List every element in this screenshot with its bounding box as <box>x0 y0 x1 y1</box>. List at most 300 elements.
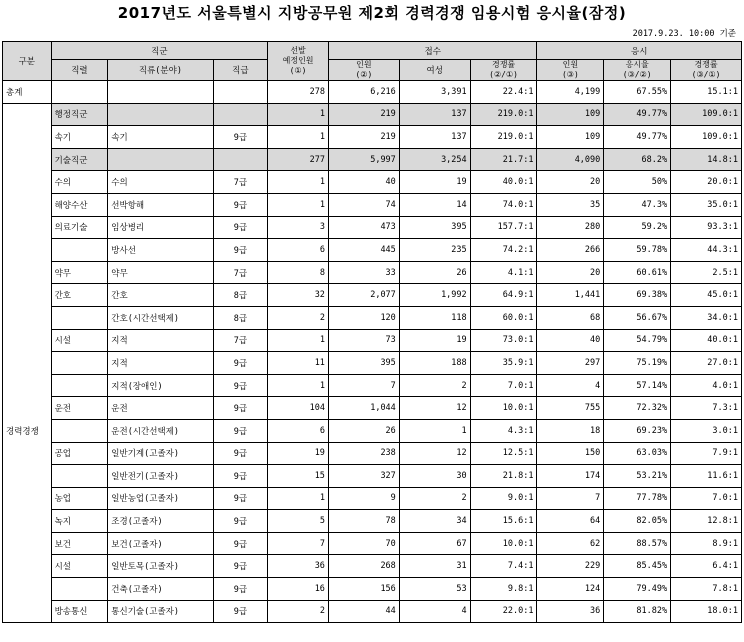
subtotal-row <box>3 103 742 126</box>
ex-ratio-cell: 3.0:1 <box>671 419 742 442</box>
header-jikgun: 직군 <box>51 42 268 60</box>
results-table <box>2 41 742 623</box>
applied-cell: 445 <box>328 239 399 262</box>
female-cell: 34 <box>399 510 470 533</box>
header-ex-ratio-label: 경쟁률 <box>694 60 718 69</box>
grade-cell: 7급 <box>213 171 268 194</box>
applied-cell: 156 <box>328 578 399 601</box>
ex-ratio-cell: 4.0:1 <box>671 374 742 397</box>
female-cell: 2 <box>399 374 470 397</box>
jikryeol-cell <box>51 419 108 442</box>
header-app-ratio-label: 경쟁률 <box>491 60 516 69</box>
ex-ratio-cell: 20.0:1 <box>671 171 742 194</box>
group-cell <box>3 442 52 465</box>
female-cell: 19 <box>399 329 470 352</box>
table-row <box>3 261 742 284</box>
female-cell: 67 <box>399 532 470 555</box>
jikryeol-cell: 행정직군 <box>51 103 108 126</box>
ex-ratio-cell: 2.5:1 <box>671 261 742 284</box>
rate-cell: 81.82% <box>604 600 671 623</box>
applied-cell: 268 <box>328 555 399 578</box>
female-cell: 137 <box>399 126 470 149</box>
jikryu-cell <box>108 148 213 171</box>
total-examined: 4,199 <box>537 81 604 104</box>
plan-cell: 5 <box>268 510 329 533</box>
jikryu-cell: 일반기계(고졸자) <box>108 442 213 465</box>
group-cell <box>3 239 52 262</box>
jikryu-cell: 운전 <box>108 397 213 420</box>
plan-cell: 6 <box>268 419 329 442</box>
female-cell: 1,992 <box>399 284 470 307</box>
examined-cell: 297 <box>537 352 604 375</box>
rate-cell: 47.3% <box>604 193 671 216</box>
header-app-female: 여성 <box>399 60 470 81</box>
rate-cell: 60.61% <box>604 261 671 284</box>
applied-cell: 5,997 <box>328 148 399 171</box>
examined-cell: 109 <box>537 103 604 126</box>
header-gubun: 구분 <box>3 42 52 81</box>
group-cell <box>3 397 52 420</box>
group-cell <box>3 600 52 623</box>
group-cell <box>3 171 52 194</box>
group-cell <box>3 126 52 149</box>
table-row <box>3 397 742 420</box>
total-rate: 67.55% <box>604 81 671 104</box>
jikryeol-cell <box>51 465 108 488</box>
table-row <box>3 171 742 194</box>
applied-cell: 327 <box>328 465 399 488</box>
applied-cell: 219 <box>328 103 399 126</box>
group-cell <box>3 261 52 284</box>
applied-cell: 120 <box>328 306 399 329</box>
ex-ratio-cell: 7.9:1 <box>671 442 742 465</box>
female-cell: 14 <box>399 193 470 216</box>
plan-cell: 1 <box>268 329 329 352</box>
rate-cell: 49.77% <box>604 126 671 149</box>
jikryeol-cell <box>51 306 108 329</box>
jikryeol-cell <box>51 374 108 397</box>
plan-cell: 3 <box>268 216 329 239</box>
applied-cell: 9 <box>328 487 399 510</box>
plan-cell: 1 <box>268 171 329 194</box>
plan-cell: 11 <box>268 352 329 375</box>
app-ratio-cell: 60.0:1 <box>470 306 537 329</box>
jikryeol-cell: 의료기술 <box>51 216 108 239</box>
table-row <box>3 284 742 307</box>
app-ratio-cell: 21.7:1 <box>470 148 537 171</box>
examined-cell: 174 <box>537 465 604 488</box>
table-row <box>3 193 742 216</box>
app-ratio-cell: 21.8:1 <box>470 465 537 488</box>
app-ratio-cell: 9.0:1 <box>470 487 537 510</box>
app-ratio-cell: 9.8:1 <box>470 578 537 601</box>
applied-cell: 44 <box>328 600 399 623</box>
jikryu-cell: 지적(장애인) <box>108 374 213 397</box>
app-ratio-cell: 22.0:1 <box>470 600 537 623</box>
app-ratio-cell: 157.7:1 <box>470 216 537 239</box>
plan-cell: 2 <box>268 306 329 329</box>
plan-cell: 6 <box>268 239 329 262</box>
plan-cell: 1 <box>268 193 329 216</box>
grade-cell: 9급 <box>213 126 268 149</box>
examined-cell: 40 <box>537 329 604 352</box>
header-ex-ratio-sub: (③/①) <box>691 70 721 79</box>
jikryeol-cell <box>51 352 108 375</box>
group-cell <box>3 578 52 601</box>
examined-cell: 229 <box>537 555 604 578</box>
examined-cell: 109 <box>537 126 604 149</box>
table-row <box>3 442 742 465</box>
rate-cell: 56.67% <box>604 306 671 329</box>
jikryu-cell: 조경(고졸자) <box>108 510 213 533</box>
examined-cell: 35 <box>537 193 604 216</box>
grade-cell: 9급 <box>213 239 268 262</box>
total-female: 3,391 <box>399 81 470 104</box>
grade-cell <box>213 148 268 171</box>
group-cell <box>3 148 52 171</box>
jikryu-cell: 간호 <box>108 284 213 307</box>
rate-cell: 72.32% <box>604 397 671 420</box>
group-cell <box>3 555 52 578</box>
table-row <box>3 329 742 352</box>
group-cell <box>3 352 52 375</box>
examined-cell: 36 <box>537 600 604 623</box>
subtotal-row <box>3 148 742 171</box>
jikryeol-cell: 간호 <box>51 284 108 307</box>
grade-cell: 9급 <box>213 352 268 375</box>
jikryeol-cell: 공업 <box>51 442 108 465</box>
app-ratio-cell: 219.0:1 <box>470 126 537 149</box>
table-row <box>3 600 742 623</box>
group-cell: 경력경쟁 <box>3 419 52 442</box>
jikryeol-cell: 시설 <box>51 555 108 578</box>
ex-ratio-cell: 12.8:1 <box>671 510 742 533</box>
rate-cell: 75.19% <box>604 352 671 375</box>
jikryu-cell: 건축(고졸자) <box>108 578 213 601</box>
female-cell: 188 <box>399 352 470 375</box>
ex-ratio-cell: 40.0:1 <box>671 329 742 352</box>
rate-cell: 59.2% <box>604 216 671 239</box>
rate-cell: 88.57% <box>604 532 671 555</box>
applied-cell: 395 <box>328 352 399 375</box>
applied-cell: 73 <box>328 329 399 352</box>
ex-ratio-cell: 18.0:1 <box>671 600 742 623</box>
group-cell <box>3 216 52 239</box>
jikryeol-cell: 시설 <box>51 329 108 352</box>
table-row <box>3 419 742 442</box>
grade-cell: 8급 <box>213 306 268 329</box>
header-plan-line2: 예정인원 <box>282 56 314 65</box>
grade-cell: 7급 <box>213 329 268 352</box>
header-ex-total-sub: (③) <box>561 70 579 79</box>
applied-cell: 33 <box>328 261 399 284</box>
table-row <box>3 532 742 555</box>
table-row <box>3 306 742 329</box>
jikryeol-cell <box>51 239 108 262</box>
applied-cell: 2,077 <box>328 284 399 307</box>
header-jikryeol: 직렬 <box>51 60 108 81</box>
jikryeol-cell: 운전 <box>51 397 108 420</box>
jikryeol-cell: 보건 <box>51 532 108 555</box>
table-row <box>3 374 742 397</box>
header-app-ratio <box>470 60 537 81</box>
plan-cell: 1 <box>268 374 329 397</box>
header-ex-rate-label: 응시율 <box>625 60 649 69</box>
plan-cell: 8 <box>268 261 329 284</box>
rate-cell: 69.23% <box>604 419 671 442</box>
examined-cell: 755 <box>537 397 604 420</box>
page-title: 2017년도 서울특별시 지방공무원 제2회 경력경쟁 임용시험 응시율(잠정) <box>117 4 627 22</box>
examined-cell: 4,090 <box>537 148 604 171</box>
table-row <box>3 352 742 375</box>
female-cell: 395 <box>399 216 470 239</box>
jikryu-cell: 간호(시간선택제) <box>108 306 213 329</box>
examined-cell: 7 <box>537 487 604 510</box>
table-row <box>3 510 742 533</box>
applied-cell: 7 <box>328 374 399 397</box>
ex-ratio-cell: 109.0:1 <box>671 126 742 149</box>
grade-cell: 9급 <box>213 465 268 488</box>
jikryu-cell: 약무 <box>108 261 213 284</box>
examined-cell: 150 <box>537 442 604 465</box>
jikryeol-cell: 농업 <box>51 487 108 510</box>
group-cell <box>3 193 52 216</box>
examined-cell: 280 <box>537 216 604 239</box>
ex-ratio-cell: 35.0:1 <box>671 193 742 216</box>
female-cell: 118 <box>399 306 470 329</box>
header-app-total-sub: (②) <box>355 70 373 79</box>
female-cell: 4 <box>399 600 470 623</box>
applied-cell: 70 <box>328 532 399 555</box>
ex-ratio-cell: 45.0:1 <box>671 284 742 307</box>
plan-cell: 7 <box>268 532 329 555</box>
group-cell <box>3 532 52 555</box>
header-jikgeup: 직급 <box>213 60 268 81</box>
grade-cell: 9급 <box>213 419 268 442</box>
rate-cell: 69.38% <box>604 284 671 307</box>
examined-cell: 1,441 <box>537 284 604 307</box>
grade-cell: 9급 <box>213 442 268 465</box>
ex-ratio-cell: 7.3:1 <box>671 397 742 420</box>
app-ratio-cell: 64.9:1 <box>470 284 537 307</box>
jikryu-cell: 운전(시간선택제) <box>108 419 213 442</box>
female-cell: 12 <box>399 442 470 465</box>
female-cell: 137 <box>399 103 470 126</box>
female-cell: 30 <box>399 465 470 488</box>
app-ratio-cell: 10.0:1 <box>470 397 537 420</box>
header-plan-line3: (①) <box>289 66 307 75</box>
table-row <box>3 126 742 149</box>
female-cell: 12 <box>399 397 470 420</box>
app-ratio-cell: 74.2:1 <box>470 239 537 262</box>
rate-cell: 85.45% <box>604 555 671 578</box>
examined-cell: 266 <box>537 239 604 262</box>
plan-cell: 32 <box>268 284 329 307</box>
jikryu-cell: 속기 <box>108 126 213 149</box>
rate-cell: 57.14% <box>604 374 671 397</box>
jikryeol-cell: 해양수산 <box>51 193 108 216</box>
jikryeol-cell: 속기 <box>51 126 108 149</box>
grade-cell: 9급 <box>213 510 268 533</box>
total-plan: 278 <box>268 81 329 104</box>
jikryu-cell: 지적 <box>108 352 213 375</box>
plan-cell: 104 <box>268 397 329 420</box>
plan-cell: 2 <box>268 600 329 623</box>
app-ratio-cell: 219.0:1 <box>470 103 537 126</box>
app-ratio-cell: 4.1:1 <box>470 261 537 284</box>
total-ex-ratio: 15.1:1 <box>671 81 742 104</box>
total-row <box>3 81 742 104</box>
female-cell: 53 <box>399 578 470 601</box>
total-empty-3 <box>213 81 268 104</box>
jikryu-cell: 임상병리 <box>108 216 213 239</box>
ex-ratio-cell: 14.8:1 <box>671 148 742 171</box>
grade-cell: 7급 <box>213 261 268 284</box>
applied-cell: 473 <box>328 216 399 239</box>
group-cell <box>3 306 52 329</box>
examined-cell: 4 <box>537 374 604 397</box>
plan-cell: 15 <box>268 465 329 488</box>
header-app-ratio-sub: (②/①) <box>489 70 518 79</box>
jikryu-cell <box>108 103 213 126</box>
group-cell <box>3 103 52 126</box>
applied-cell: 78 <box>328 510 399 533</box>
female-cell: 19 <box>399 171 470 194</box>
grade-cell: 9급 <box>213 578 268 601</box>
table-row <box>3 239 742 262</box>
applied-cell: 1,044 <box>328 397 399 420</box>
ex-ratio-cell: 8.9:1 <box>671 532 742 555</box>
female-cell: 235 <box>399 239 470 262</box>
header-app-total <box>328 60 399 81</box>
applied-cell: 26 <box>328 419 399 442</box>
jikryeol-cell: 방송통신 <box>51 600 108 623</box>
plan-cell: 36 <box>268 555 329 578</box>
jikryeol-cell: 수의 <box>51 171 108 194</box>
jikryu-cell: 지적 <box>108 329 213 352</box>
ex-ratio-cell: 44.3:1 <box>671 239 742 262</box>
rate-cell: 49.77% <box>604 103 671 126</box>
group-cell <box>3 487 52 510</box>
grade-cell: 9급 <box>213 555 268 578</box>
header-ex-total <box>537 60 604 81</box>
jikryeol-cell: 기술직군 <box>51 148 108 171</box>
ex-ratio-cell: 27.0:1 <box>671 352 742 375</box>
applied-cell: 74 <box>328 193 399 216</box>
table-row <box>3 555 742 578</box>
group-cell <box>3 329 52 352</box>
total-label: 총계 <box>3 81 52 104</box>
header-ex-rate-sub: (③/②) <box>622 70 652 79</box>
grade-cell: 9급 <box>213 532 268 555</box>
rate-cell: 53.21% <box>604 465 671 488</box>
grade-cell: 9급 <box>213 216 268 239</box>
jikryu-cell: 선박항해 <box>108 193 213 216</box>
female-cell: 31 <box>399 555 470 578</box>
rate-cell: 77.78% <box>604 487 671 510</box>
app-ratio-cell: 10.0:1 <box>470 532 537 555</box>
group-cell <box>3 465 52 488</box>
table-row <box>3 487 742 510</box>
applied-cell: 40 <box>328 171 399 194</box>
grade-cell: 9급 <box>213 193 268 216</box>
app-ratio-cell: 12.5:1 <box>470 442 537 465</box>
rate-cell: 59.78% <box>604 239 671 262</box>
jikryu-cell: 보건(고졸자) <box>108 532 213 555</box>
jikryu-cell: 일반토목(고졸자) <box>108 555 213 578</box>
reference-date: 2017.9.23. 10:00 기준 <box>632 29 736 39</box>
rate-cell: 82.05% <box>604 510 671 533</box>
grade-cell: 9급 <box>213 397 268 420</box>
grade-cell: 9급 <box>213 374 268 397</box>
plan-cell: 16 <box>268 578 329 601</box>
applied-cell: 219 <box>328 126 399 149</box>
female-cell: 26 <box>399 261 470 284</box>
rate-cell: 79.49% <box>604 578 671 601</box>
plan-cell: 19 <box>268 442 329 465</box>
app-ratio-cell: 7.4:1 <box>470 555 537 578</box>
table-row <box>3 465 742 488</box>
rate-cell: 63.03% <box>604 442 671 465</box>
total-empty-2 <box>108 81 213 104</box>
grade-cell: 8급 <box>213 284 268 307</box>
total-empty-1 <box>51 81 108 104</box>
app-ratio-cell: 35.9:1 <box>470 352 537 375</box>
examined-cell: 124 <box>537 578 604 601</box>
header-exam: 응시 <box>537 42 742 60</box>
group-cell <box>3 284 52 307</box>
examined-cell: 20 <box>537 261 604 284</box>
app-ratio-cell: 4.3:1 <box>470 419 537 442</box>
group-cell <box>3 510 52 533</box>
plan-cell: 277 <box>268 148 329 171</box>
plan-cell: 1 <box>268 487 329 510</box>
header-ex-rate <box>604 60 671 81</box>
table-row <box>3 578 742 601</box>
female-cell: 2 <box>399 487 470 510</box>
group-cell <box>3 374 52 397</box>
app-ratio-cell: 73.0:1 <box>470 329 537 352</box>
rate-cell: 50% <box>604 171 671 194</box>
total-applied: 6,216 <box>328 81 399 104</box>
grade-cell <box>213 103 268 126</box>
examined-cell: 18 <box>537 419 604 442</box>
header-app-total-label: 인원 <box>356 60 372 69</box>
header-jikryu: 직류(분야) <box>108 60 213 81</box>
applied-cell: 238 <box>328 442 399 465</box>
table-row <box>3 216 742 239</box>
examined-cell: 64 <box>537 510 604 533</box>
header-apply: 접수 <box>328 42 537 60</box>
header-ex-total-label: 인원 <box>562 60 579 69</box>
ex-ratio-cell: 11.6:1 <box>671 465 742 488</box>
jikryu-cell: 일반전기(고졸자) <box>108 465 213 488</box>
jikryeol-cell <box>51 578 108 601</box>
ex-ratio-cell: 7.0:1 <box>671 487 742 510</box>
app-ratio-cell: 7.0:1 <box>470 374 537 397</box>
grade-cell: 9급 <box>213 600 268 623</box>
header-plan <box>268 42 329 81</box>
examined-cell: 20 <box>537 171 604 194</box>
examined-cell: 68 <box>537 306 604 329</box>
jikryeol-cell: 약무 <box>51 261 108 284</box>
rate-cell: 68.2% <box>604 148 671 171</box>
header-ex-ratio <box>671 60 742 81</box>
rate-cell: 54.79% <box>604 329 671 352</box>
plan-cell: 1 <box>268 126 329 149</box>
jikryeol-cell: 녹지 <box>51 510 108 533</box>
ex-ratio-cell: 93.3:1 <box>671 216 742 239</box>
